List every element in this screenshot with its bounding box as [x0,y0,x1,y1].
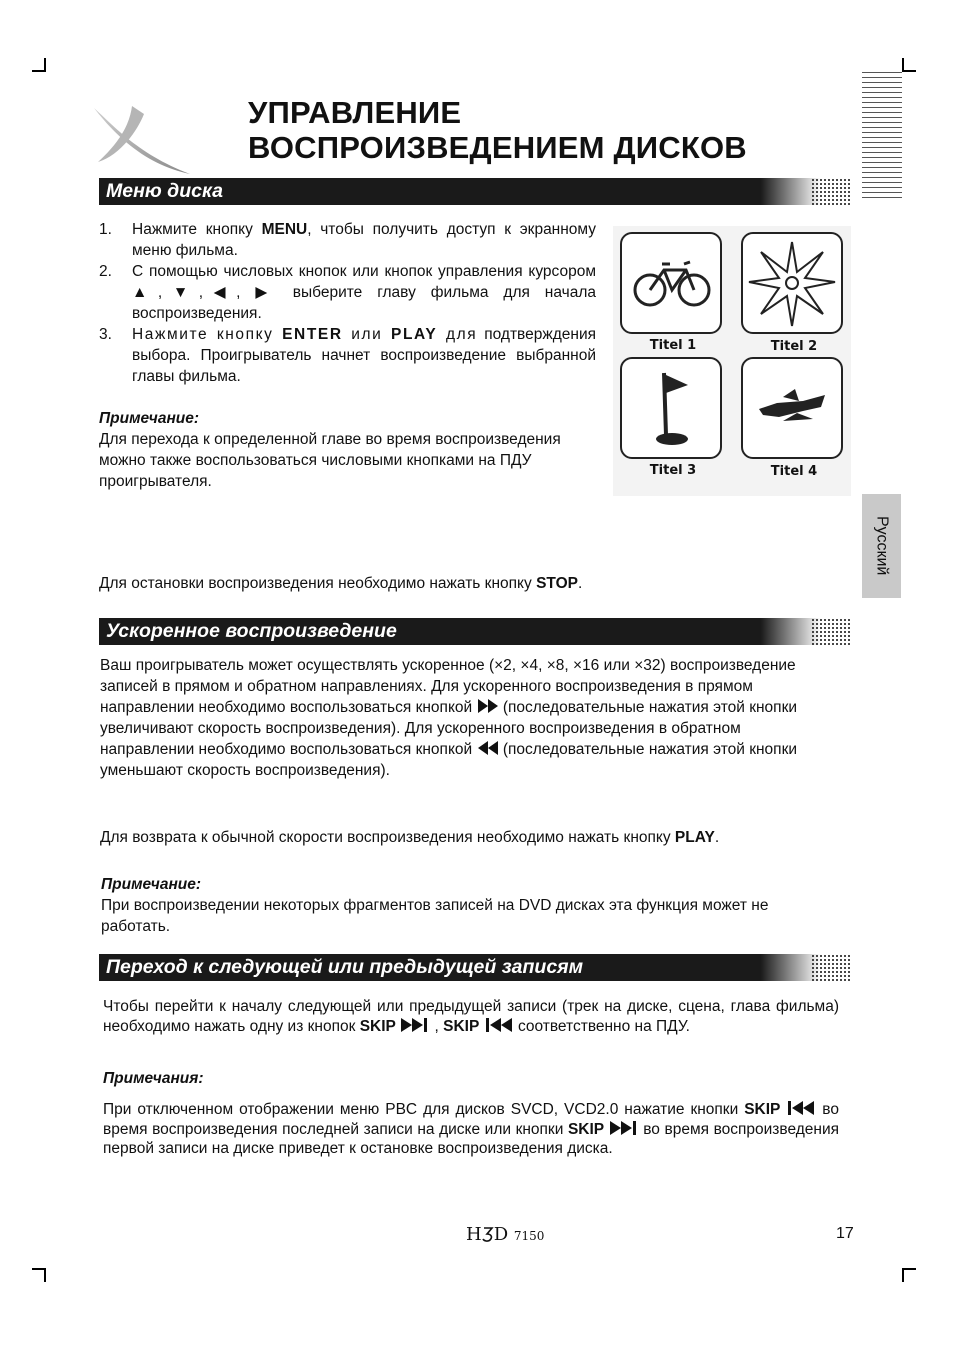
section-heading-disc-menu: Меню диска [99,178,851,205]
page-title: УПРАВЛЕНИЕ ВОСПРОИЗВЕДЕНИЕМ ДИСКОВ [248,95,747,165]
skip-previous-icon [484,1017,514,1033]
chapter-thumbnails [613,226,851,496]
note-block-2: Примечание: При воспроизведении некоторых фрагментов записей на DVD дисках эта функция может не работать. [101,876,769,935]
seaplane-icon [743,359,841,457]
skip-previous-icon [786,1100,816,1116]
skip-next-icon [400,1017,430,1033]
skip-next-icon [609,1120,639,1136]
language-tab: Русский [862,494,901,598]
section-heading-fast-play: Ускоренное воспроизведение [99,618,851,645]
rewind-icon [477,740,499,756]
footer-model-name: H D 7150 [466,1224,545,1245]
bicycle-icon [622,234,720,332]
thumb-caption-3: Titel 3 [649,463,697,478]
thumb-caption-4: Titel 4 [770,464,818,479]
page-number: 17 [836,1225,854,1242]
thumb-signpost [620,357,722,459]
model-3d-glyph [482,1226,494,1242]
step-3: 3. Нажмите кнопку ENTER или PLAY для подтверждения выбора. Проигрыватель начнет воспроизведение выбранной главы фильма. [99,326,596,385]
fast-forward-icon [477,698,499,714]
stop-instruction: Для остановки воспроизведения необходимо нажать кнопку STOP. [99,575,583,592]
starburst-icon [743,234,841,332]
steps-list [99,219,596,387]
note-heading-3: Примечания: [103,1070,204,1087]
brand-x-logo [92,104,194,176]
skip-paragraph: Чтобы перейти к началу следующей или предыдущей записи (трек на диске, сцена, глава фильма) необходимо нажать одну из кнопок SKIP , SKIP соответственно на ПДУ. [103,998,839,1035]
return-speed-text: Для возврата к обычной скорости воспроизведения необходимо нажать кнопку PLAY. [100,829,720,846]
thumb-caption-1: Titel 1 [649,338,697,353]
crop-mark-bottom-left [32,1268,46,1282]
thumb-star [741,232,843,334]
thumb-seaplane [741,357,843,459]
thumb-bicycle [620,232,722,334]
step-2: 2. С помощью числовых кнопок или кнопок управления курсором ▲,▼,◀, ▶ выберите главу фильма для начала воспроизведения. [99,263,596,322]
golf-flag-icon [622,359,720,457]
note-block-1: Примечание: Для перехода к определенной главе во время воспроизведения можно также воспользоваться числовыми кнопками на ПДУ проигрывателя. [99,410,561,490]
edge-stripes [862,72,902,200]
crop-mark-top-left [32,58,46,72]
fast-play-paragraph: Ваш проигрыватель может осуществлять ускоренное (×2, ×4, ×8, ×16 или ×32) воспроизведение записей в прямом и обратном направлениях. Для ускоренного воспроизведения в прямом направлении необходимо воспользоваться кнопкой (последовательные нажатия этой кнопки увеличивают скорость воспроизведения). Для ускоренного воспроизведения в обратном направлении необходимо воспользоваться кнопкой (последовательные нажатия этой кнопки уменьшают скорость воспроизведения). [100,657,798,779]
section-heading-skip: Переход к следующей или предыдущей записям [99,954,851,981]
pbc-note-paragraph: При отключенном отображении меню PBC для дисков SVCD, VCD2.0 нажатие кнопки SKIP во время воспроизведения последней записи на диске или кнопки SKIP во время воспроизведения первой записи на диске приведет к остановке воспроизведения диска. [103,1101,840,1157]
crop-mark-top-right [902,58,916,72]
step-1: 1. Нажмите кнопку MENU, чтобы получить доступ к экранному меню фильма. [99,221,597,259]
thumb-caption-2: Titel 2 [770,339,818,354]
crop-mark-bottom-right [902,1268,916,1282]
